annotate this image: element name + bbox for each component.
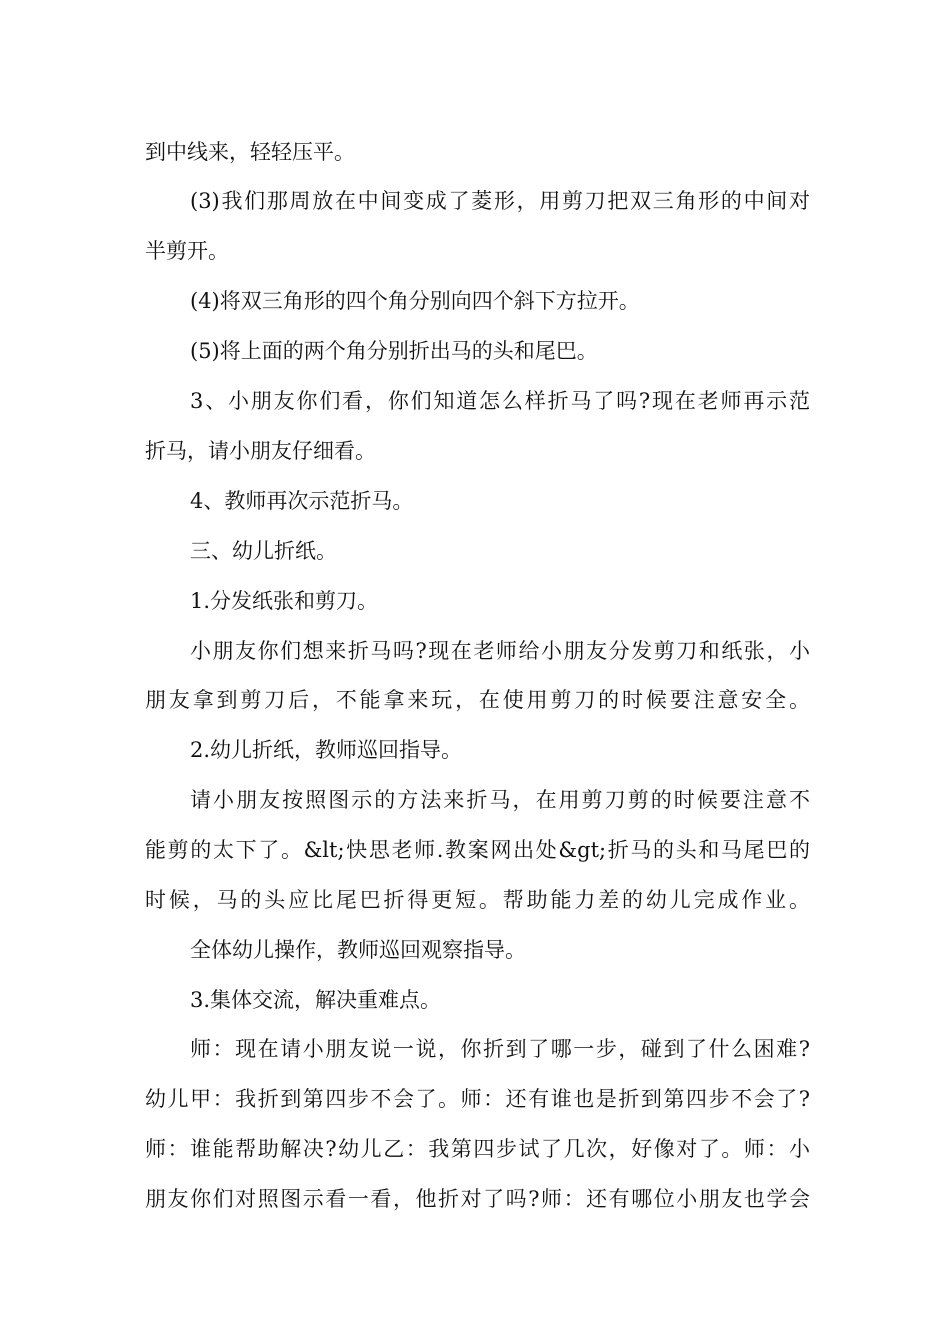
text-line: 3.集体交流，解决重难点。 [190, 988, 442, 1012]
text-line: 半剪开。 [145, 239, 229, 263]
text-line: 折马，请小朋友仔细看。 [145, 439, 376, 463]
text-line: 小朋友你们想来折马吗?现在老师给小朋友分发剪刀和纸张，小 [190, 639, 810, 663]
text-line: 1.分发纸张和剪刀。 [190, 589, 379, 613]
text-line: 三、幼儿折纸。 [190, 539, 337, 563]
text-line: (3)我们那周放在中间变成了菱形，用剪刀把双三角形的中间对 [190, 189, 810, 213]
text-line: 2.幼儿折纸，教师巡回指导。 [190, 738, 463, 762]
text-line: 师：现在请小朋友说一说，你折到了哪一步，碰到了什么困难? [190, 1037, 810, 1061]
text-line: 幼儿甲：我折到第四步不会了。师：还有谁也是折到第四步不会了? [145, 1087, 810, 1111]
text-line: 3、小朋友你们看，你们知道怎么样折马了吗?现在老师再示范 [190, 389, 810, 413]
text-line: 全体幼儿操作，教师巡回观察指导。 [190, 938, 526, 962]
text-line: 朋友你们对照图示看一看，他折对了吗?师：还有哪位小朋友也学会 [145, 1187, 810, 1211]
text-line: (4)将双三角形的四个角分别向四个斜下方拉开。 [190, 289, 640, 313]
text-line: 能剪的太下了。&lt;快思老师.教案网出处&gt;折马的头和马尾巴的 [145, 838, 810, 862]
text-line: 时候，马的头应比尾巴折得更短。帮助能力差的幼儿完成作业。 [145, 888, 810, 912]
text-line: 4、教师再次示范折马。 [190, 489, 414, 513]
text-line: (5)将上面的两个角分别折出马的头和尾巴。 [190, 339, 598, 363]
text-line: 朋友拿到剪刀后，不能拿来玩，在使用剪刀的时候要注意安全。 [145, 688, 810, 712]
text-line: 到中线来，轻轻压平。 [145, 140, 355, 164]
text-line: 师：谁能帮助解决?幼儿乙：我第四步试了几次，好像对了。师：小 [145, 1137, 810, 1161]
text-line: 请小朋友按照图示的方法来折马，在用剪刀剪的时候要注意不 [190, 788, 810, 812]
